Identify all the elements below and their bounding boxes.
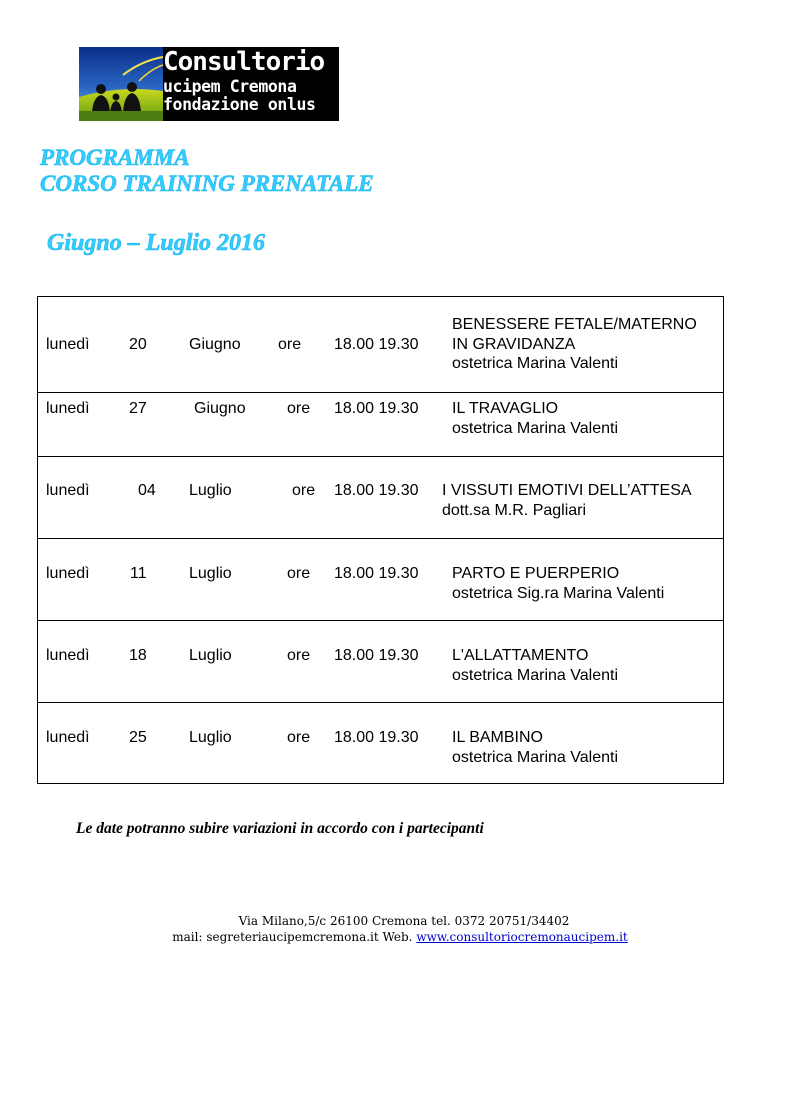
day-cell: lunedì <box>46 336 90 353</box>
topic-cell <box>452 399 618 438</box>
month-cell: Luglio <box>189 565 232 582</box>
time-cell: 18.00 19.30 <box>334 400 419 417</box>
topic-title-cont: IN GRAVIDANZA <box>452 335 576 353</box>
topic-title: IL BAMBINO <box>452 729 543 746</box>
topic-speaker: ostetrica Marina Valenti <box>452 419 618 437</box>
schedule-table <box>37 296 724 784</box>
ore-cell: ore <box>292 482 316 499</box>
ore-cell: ore <box>287 729 311 746</box>
month-cell: Luglio <box>189 729 232 746</box>
topic-cell <box>452 315 697 374</box>
ore-cell: ore <box>287 647 311 664</box>
time-cell: 18.00 19.30 <box>334 482 419 499</box>
heading-line-1: PROGRAMMA <box>40 145 190 170</box>
day-cell: lunedì <box>46 482 90 499</box>
date-cell: 25 <box>129 729 147 746</box>
table-row <box>38 539 723 621</box>
program-heading <box>40 145 374 197</box>
month-cell: Luglio <box>189 482 232 499</box>
day-cell: lunedì <box>46 565 90 582</box>
month-cell: Giugno <box>189 336 241 353</box>
table-row <box>38 703 723 783</box>
logo-subtitle: ucipem Cremona <box>163 77 297 96</box>
footer-contact: mail: segreteriaucipemcremona.it Web. <box>172 930 413 944</box>
course-period: Giugno – Luglio 2016 <box>47 230 266 256</box>
topic-speaker: ostetrica Marina Valenti <box>452 355 618 372</box>
logo-tagline: fondazione onlus <box>163 94 316 114</box>
footer <box>0 913 794 945</box>
time-cell: 18.00 19.30 <box>334 336 419 353</box>
topic-cell <box>452 564 664 603</box>
topic-title: BENESSERE FETALE/MATERNO <box>452 316 697 333</box>
topic-speaker: ostetrica Marina Valenti <box>452 666 618 684</box>
month-cell: Luglio <box>189 647 232 664</box>
topic-cell <box>452 646 618 685</box>
day-cell: lunedì <box>46 400 90 417</box>
logo-title: Consultorio <box>163 47 325 77</box>
date-cell: 27 <box>129 400 147 417</box>
date-cell: 20 <box>129 336 147 353</box>
topic-speaker: ostetrica Sig.ra Marina Valenti <box>452 584 665 602</box>
time-cell: 18.00 19.30 <box>334 729 419 746</box>
time-cell: 18.00 19.30 <box>334 647 419 664</box>
table-row <box>38 393 723 457</box>
ore-cell: ore <box>278 336 302 353</box>
time-cell: 18.00 19.30 <box>334 565 419 582</box>
table-row <box>38 457 723 539</box>
topic-title: PARTO E PUERPERIO <box>452 565 620 582</box>
topic-cell <box>452 728 618 767</box>
date-cell: 04 <box>138 482 156 499</box>
topic-cell <box>442 481 692 520</box>
logo-text <box>163 49 337 113</box>
footer-address: Via Milano,5/c 26100 Cremona tel. 0372 20751/34402 <box>238 914 570 928</box>
schedule-note: Le date potranno subire variazioni in accordo con i partecipanti <box>76 820 484 837</box>
date-cell: 18 <box>129 647 147 664</box>
consultorio-logo <box>79 47 339 121</box>
topic-speaker: ostetrica Marina Valenti <box>452 748 618 766</box>
day-cell: lunedì <box>46 729 90 746</box>
topic-title: IL TRAVAGLIO <box>452 400 559 417</box>
topic-speaker: dott.sa M.R. Pagliari <box>442 501 587 519</box>
footer-contact-line <box>0 929 794 945</box>
topic-title: L'ALLATTAMENTO <box>452 647 589 664</box>
date-cell: 11 <box>130 565 147 582</box>
ore-cell: ore <box>287 400 311 417</box>
website-link[interactable]: www.consultoriocremonaucipem.it <box>416 930 628 944</box>
month-cell: Giugno <box>194 400 246 417</box>
ore-cell: ore <box>287 565 311 582</box>
topic-title: I VISSUTI EMOTIVI DELL’ATTESA <box>442 482 692 499</box>
table-row <box>38 297 723 393</box>
heading-line-2: CORSO TRAINING PRENATALE <box>40 171 374 196</box>
day-cell: lunedì <box>46 647 90 664</box>
table-row <box>38 621 723 703</box>
